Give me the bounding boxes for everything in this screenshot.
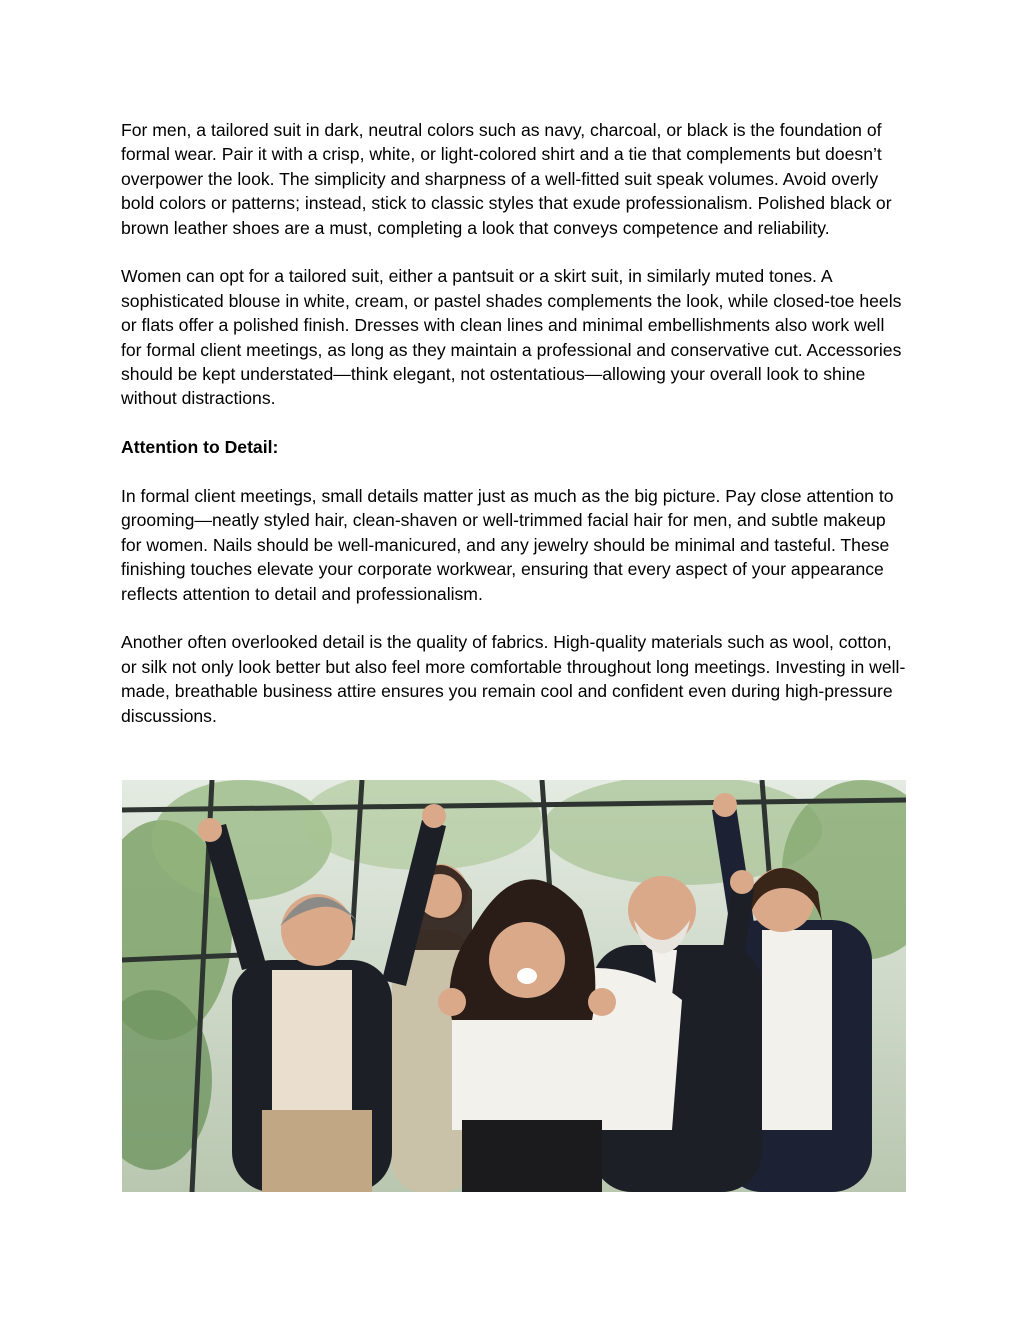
document-body bbox=[121, 118, 906, 728]
photo-illustration bbox=[122, 780, 906, 1192]
paragraph-women-attire: Women can opt for a tailored suit, either a pantsuit or a skirt suit, in similarly muted tones. A sophisticated blouse in white, cream, or pastel shades complements the look, while closed-toe heels or flats offer a polished finish. Dresses with clean lines and minimal embellishments also work well for formal client meetings, as long as they maintain a professional and conservative cut. Accessories should be kept understated—think elegant, not ostentatious—allowing your overall look to shine without distractions. bbox=[121, 266, 902, 409]
paragraph-gap bbox=[121, 606, 906, 630]
paragraph-gap bbox=[121, 411, 906, 435]
celebrating-team-photo bbox=[122, 780, 906, 1192]
paragraph-fabrics: Another often overlooked detail is the quality of fabrics. High-quality materials such as wool, cotton, or silk not only look better but also feel more comfortable throughout long meetings. Investing in well-made, breathable business attire ensures you remain cool and confident even during high-pressure discussions. bbox=[121, 632, 906, 726]
paragraph-gap bbox=[121, 460, 906, 484]
section-heading: Attention to Detail: bbox=[121, 437, 279, 458]
paragraph-men-attire: For men, a tailored suit in dark, neutral colors such as navy, charcoal, or black is the foundation of formal wear. Pair it with a crisp, white, or light-colored shirt and a tie that complements but doesn’t overpower the look. The simplicity and sharpness of a well-fitted suit speak volumes. Avoid overly bold colors or patterns; instead, stick to classic styles that exude professionalism. Polished black or brown leather shoes are a must, completing a look that conveys competence and reliability. bbox=[121, 120, 892, 238]
paragraph-gap bbox=[121, 240, 906, 264]
paragraph-grooming: In formal client meetings, small details matter just as much as the big picture. Pay close attention to grooming—neatly styled hair, clean-shaven or well-trimmed facial hair for men, and subtle makeup for women. Nails should be well-manicured, and any jewelry should be minimal and tasteful. These finishing touches elevate your corporate workwear, ensuring that every aspect of your appearance reflects attention to detail and professionalism. bbox=[121, 486, 894, 604]
